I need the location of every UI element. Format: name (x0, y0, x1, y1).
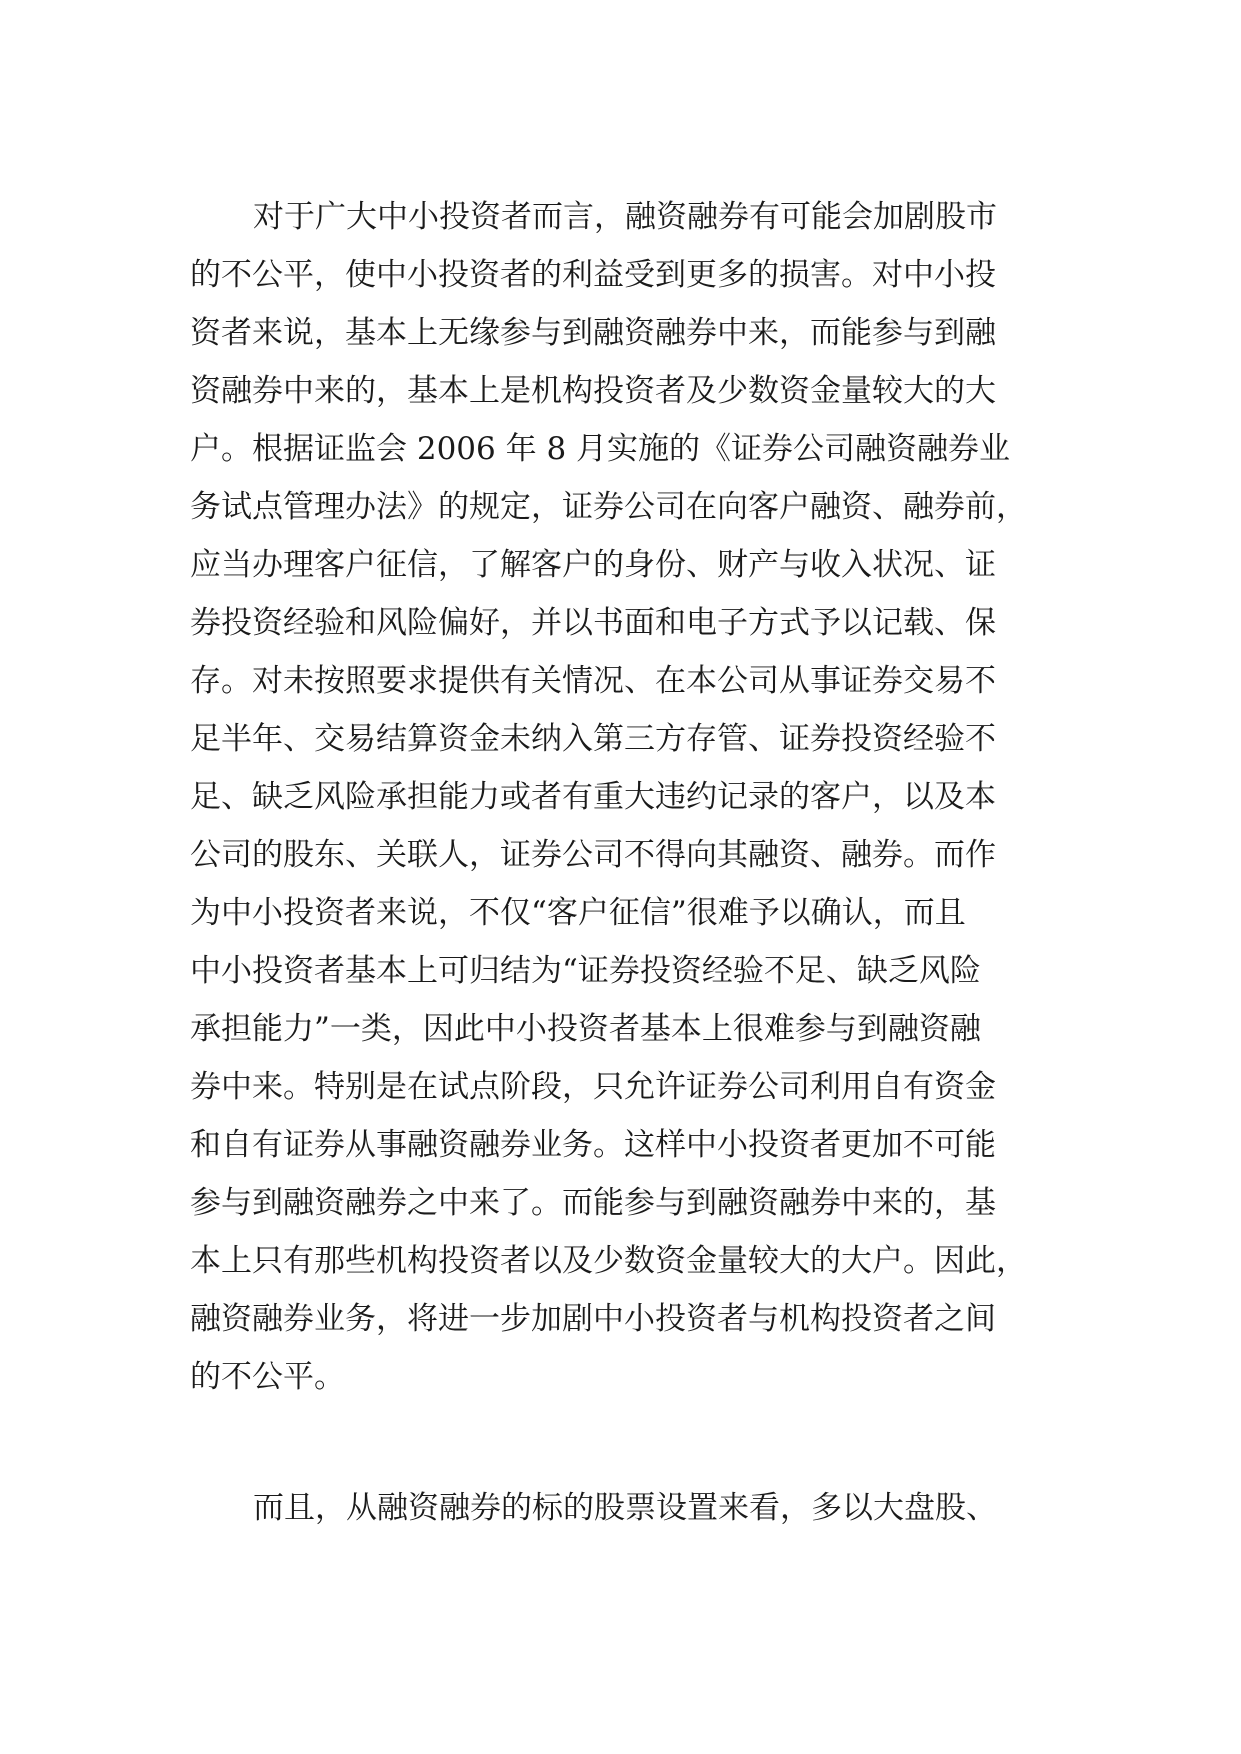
paragraph-1-line-11: 足、缺乏风险承担能力或者有重大违约记录的客户，以及本 (190, 779, 996, 815)
paragraph-1-line-18: 参与到融资融券之中来了。而能参与到融资融券中来的，基 (190, 1185, 996, 1221)
paragraph-1-line-9: 存。对未按照要求提供有关情况、在本公司从事证券交易不 (190, 663, 996, 699)
paragraph-1-line-6: 务试点管理办法》的规定，证券公司在向客户融资、融券前， (190, 489, 1027, 525)
paragraph-1-line-20: 融资融券业务，将进一步加剧中小投资者与机构投资者之间 (190, 1301, 996, 1337)
paragraph-1-line-15: 承担能力”一类，因此中小投资者基本上很难参与到融资融 (190, 1011, 981, 1047)
paragraph-1-line-4: 资融券中来的，基本上是机构投资者及少数资金量较大的大 (190, 373, 996, 409)
paragraph-1-line-1: 对于广大中小投资者而言，融资融券有可能会加剧股市 (253, 199, 997, 235)
paragraph-1-line-13: 为中小投资者来说，不仅“客户征信”很难予以确认，而且 (190, 895, 966, 931)
paragraph-1-line-17: 和自有证券从事融资融券业务。这样中小投资者更加不可能 (190, 1127, 996, 1163)
paragraph-1-line-21: 的不公平。 (190, 1359, 345, 1395)
paragraph-1-line-7: 应当办理客户征信，了解客户的身份、财产与收入状况、证 (190, 547, 996, 583)
paragraph-1-line-10: 足半年、交易结算资金未纳入第三方存管、证券投资经验不 (190, 721, 996, 757)
paragraph-1-line-5: 户。根据证监会 2006 年 8 月实施的《证券公司融资融券业 (190, 431, 1011, 467)
paragraph-1-line-12: 公司的股东、关联人，证券公司不得向其融资、融券。而作 (190, 837, 996, 873)
paragraph-1-line-14: 中小投资者基本上可归结为“证券投资经验不足、缺乏风险 (190, 953, 981, 989)
paragraph-1-line-8: 券投资经验和风险偏好，并以书面和电子方式予以记载、保 (190, 605, 996, 641)
paragraph-1-line-16: 券中来。特别是在试点阶段，只允许证券公司利用自有资金 (190, 1069, 996, 1105)
paragraph-1-line-3: 资者来说，基本上无缘参与到融资融券中来，而能参与到融 (190, 315, 996, 351)
paragraph-2-line-1: 而且，从融资融券的标的股票设置来看，多以大盘股、 (253, 1490, 997, 1526)
paragraph-1-line-19: 本上只有那些机构投资者以及少数资金量较大的大户。因此， (190, 1243, 1027, 1279)
paragraph-1-line-2: 的不公平，使中小投资者的利益受到更多的损害。对中小投 (190, 257, 996, 293)
